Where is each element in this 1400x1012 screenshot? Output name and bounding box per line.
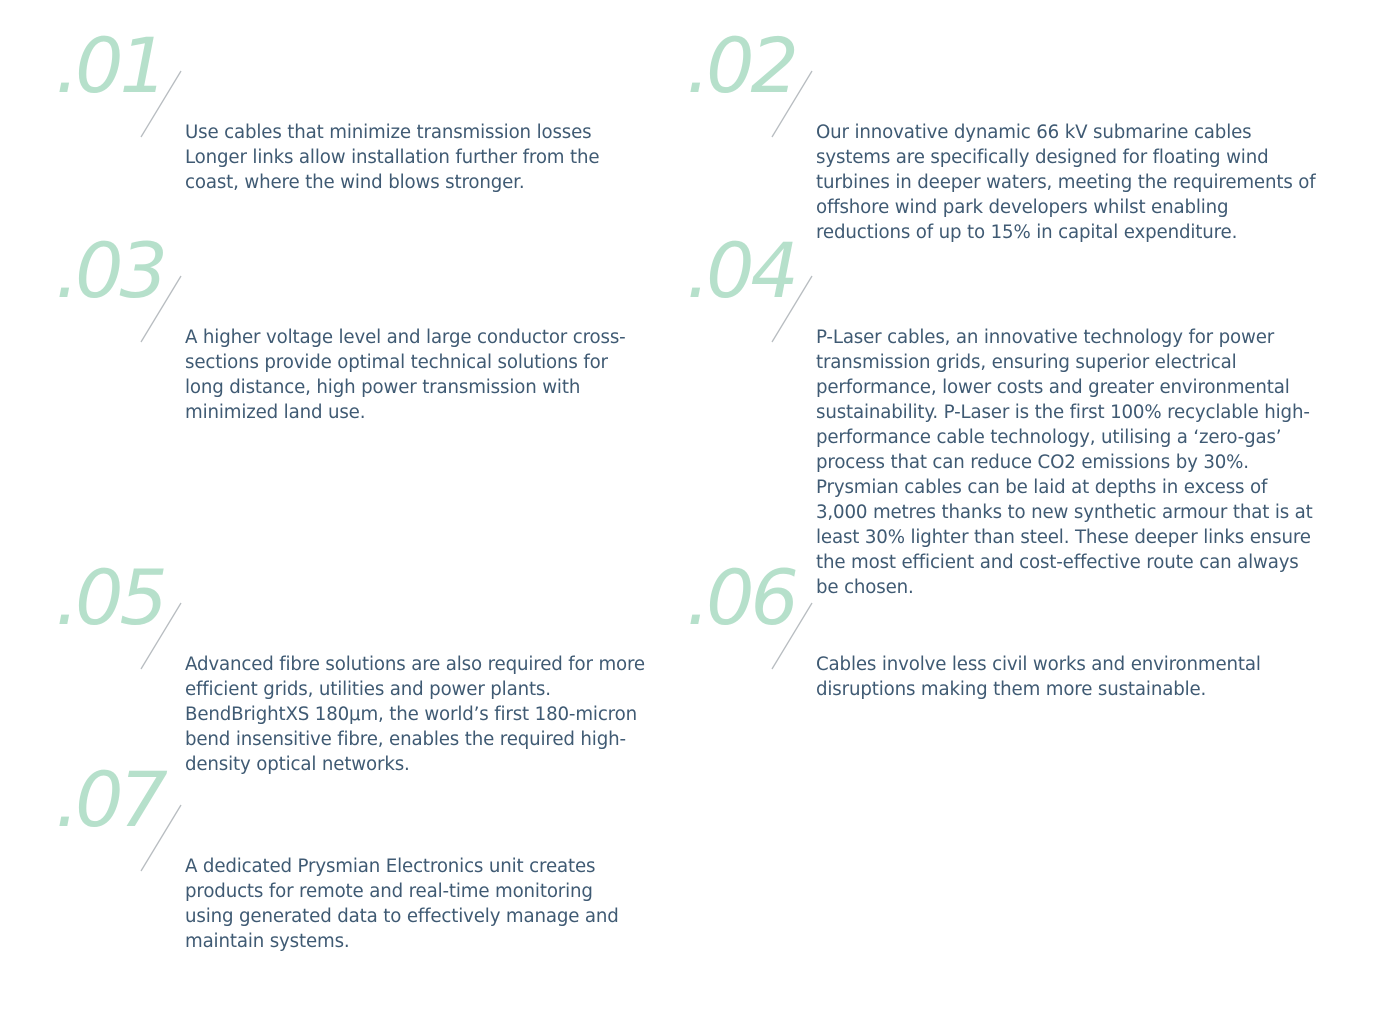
item-text: P-Laser cables, an innovative technology for power transmission grids, ensuring superior electrical performance, lower costs and greater environmental sustainability. P-Laser is the first 100% recyclable high-performance cable technology, utilising a ‘zero-gas’ process that can reduce CO2 emissions by 30%. Prysmian cables can be laid at depths in excess of 3,000 metres thanks to new synthetic armour that is at least 30% lighter than steel. These deeper links ensure the most efficient and cost-effective route can always be chosen. (816, 327, 1313, 598)
slash-divider (771, 70, 813, 138)
item-number: .02 (686, 21, 795, 110)
item-number: .03 (55, 226, 164, 315)
item-06 (686, 532, 1286, 732)
item-03 (55, 205, 655, 423)
item-number: .04 (686, 226, 795, 315)
item-number: .06 (686, 553, 795, 642)
item-text: Our innovative dynamic 66 kV submarine cables systems are specifically designed for floating wind turbines in deeper waters, meeting the requirements of offshore wind park developers whilst enabling reductions of up to 15% in capital expenditure. (816, 122, 1316, 243)
item-text: Cables involve less civil works and environmental disruptions making them more sustainable. (816, 654, 1261, 700)
slash-divider (140, 70, 182, 138)
item-text: Advanced fibre solutions are also required for more efficient grids, utilities and power plants. BendBrightXS 180μm, the world’s first 180-micron bend insensitive fibre, enables the required high-density optical networks. (185, 654, 645, 775)
item-text: A dedicated Prysmian Electronics unit creates products for remote and real-time monitoring using generated data to effectively manage and maintain systems. (185, 856, 619, 952)
item-text: Use cables that minimize transmission losses Longer links allow installation further from the coast, where the wind blows stronger. (185, 122, 600, 193)
item-02 (686, 0, 1316, 243)
item-01 (55, 0, 655, 200)
slash-divider (140, 275, 182, 343)
item-text: A higher voltage level and large conductor cross-sections provide optimal technical solutions for long distance, high power transmission with minimized land use. (185, 327, 626, 423)
item-number: .05 (55, 553, 164, 642)
slash-divider (771, 602, 813, 670)
slash-divider (140, 804, 182, 872)
item-05 (55, 532, 655, 775)
item-07 (55, 734, 655, 952)
slash-divider (771, 275, 813, 343)
slash-divider (140, 602, 182, 670)
item-number: .01 (55, 21, 164, 110)
item-number: .07 (55, 755, 164, 844)
